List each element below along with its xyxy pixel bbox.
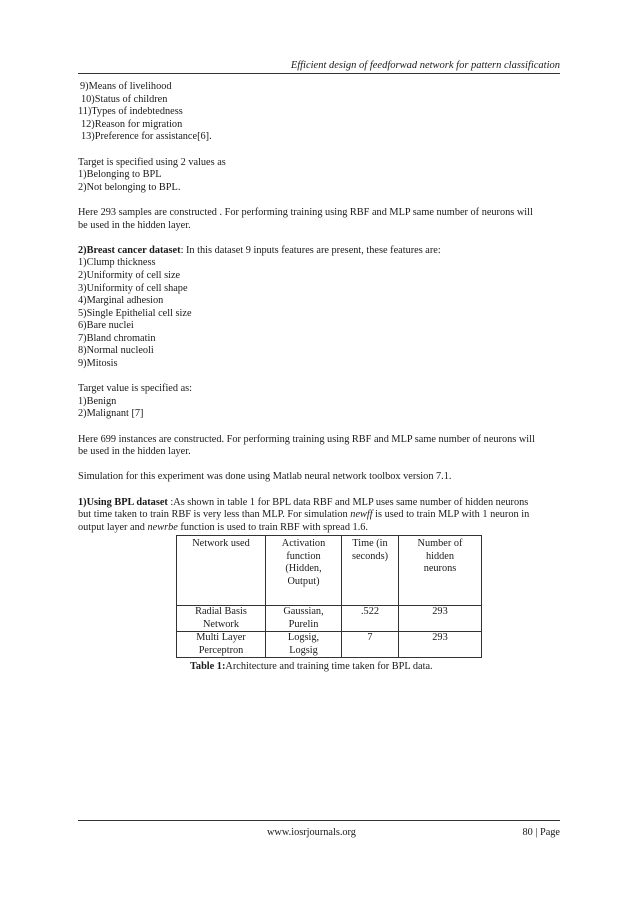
page-number: 80 | Page [522, 827, 560, 838]
list-item: 2)Uniformity of cell size [78, 269, 181, 281]
text-run: is used to train MLP with 1 neuron in [372, 509, 530, 521]
table-header-cell: Activation function (Hidden, Output) [266, 536, 342, 606]
page-footer [78, 820, 560, 838]
list-item: 2)Malignant [7] [78, 408, 144, 420]
using-bpl-line-1 [78, 497, 560, 510]
paragraph-line: be used in the hidden layer. [78, 446, 191, 458]
list-item: 7)Bland chromatin [78, 332, 156, 344]
table-caption [190, 661, 433, 672]
table-row [177, 606, 482, 632]
table-header-cell: Network used [177, 536, 266, 606]
heading-rest: : In this dataset 9 inputs features are present, these features are: [180, 244, 441, 256]
table-cell: Logsig, Logsig [266, 632, 342, 658]
table-cell: 293 [399, 632, 482, 658]
caption-text: Architecture and training time taken for BPL data. [225, 661, 433, 672]
list-item: 1)Belonging to BPL [78, 169, 162, 181]
table-header-cell: Time (in seconds) [342, 536, 399, 606]
simulation-text: Simulation for this experiment was done using Matlab neural network toolbox version 7.1. [78, 471, 452, 483]
using-bpl-line-2 [78, 509, 560, 522]
function-name: newff [350, 509, 373, 521]
list-item: 3)Uniformity of cell shape [78, 282, 188, 294]
list-item: 10)Status of children [81, 93, 168, 105]
table-cell: Radial Basis Network [177, 606, 266, 632]
target-intro: Target value is specified as: [78, 383, 193, 395]
using-bpl-line-3 [78, 522, 560, 535]
list-item: 13)Preference for assistance[6]. [81, 131, 212, 143]
running-header [78, 60, 560, 74]
list-item: 6)Bare nuclei [78, 320, 134, 332]
table-cell: 7 [342, 632, 399, 658]
text-run: but time taken to train RBF is very less than MLP. For simulation [78, 509, 351, 521]
breast-dataset-heading-line [78, 245, 560, 258]
paragraph-line: be used in the hidden layer. [78, 219, 191, 231]
table-header-cell: Number of hidden neurons [399, 536, 482, 606]
caption-label: Table 1: [190, 661, 226, 672]
section-heading: 1)Using BPL dataset [78, 496, 168, 508]
text-run: function is used to train RBF with spread 1.6. [177, 521, 368, 533]
paragraph-line: Here 699 instances are constructed. For performing training using RBF and MLP same number of neurons will [78, 433, 535, 445]
paragraph-line: Here 293 samples are constructed . For performing training using RBF and MLP same number of neurons will [78, 206, 533, 218]
text-run: output layer and [78, 521, 148, 533]
function-name: newrbe [147, 521, 178, 533]
section-heading: 2)Breast cancer dataset [78, 244, 181, 256]
list-item: 1)Clump thickness [78, 257, 156, 269]
table-cell: Multi Layer Perceptron [177, 632, 266, 658]
target-intro: Target is specified using 2 values as [78, 156, 226, 168]
page-body [78, 81, 560, 534]
results-table [176, 535, 482, 658]
table-cell: Gaussian, Purelin [266, 606, 342, 632]
table-header-row [177, 536, 482, 606]
list-item: 9)Mitosis [78, 358, 118, 370]
list-item: 9)Means of livelihood [80, 81, 172, 92]
journal-url: www.iosrjournals.org [267, 827, 356, 838]
list-item: 12)Reason for migration [81, 118, 183, 130]
text-run: :As shown in table 1 for BPL data RBF and MLP uses same number of hidden neurons [167, 496, 529, 508]
list-item: 8)Normal nucleoli [78, 345, 154, 357]
list-item: 4)Marginal adhesion [78, 295, 164, 307]
table-row [177, 632, 482, 658]
table-cell: 293 [399, 606, 482, 632]
list-item: 5)Single Epithelial cell size [78, 307, 192, 319]
list-item: 2)Not belonging to BPL. [78, 181, 181, 193]
list-item: 1)Benign [78, 395, 117, 407]
list-item: 11)Types of indebtedness [78, 106, 183, 118]
header-title: Efficient design of feedforwad network for pattern classification [290, 60, 560, 71]
table-cell: .522 [342, 606, 399, 632]
